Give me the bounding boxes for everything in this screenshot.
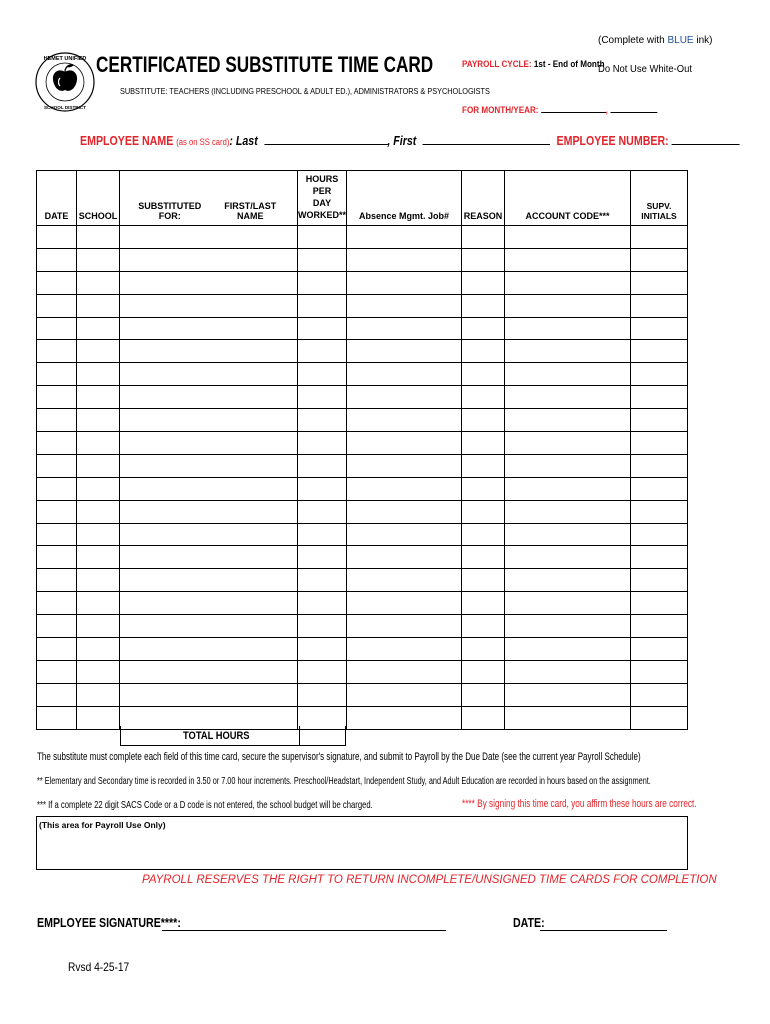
hours-cell[interactable] <box>298 477 347 500</box>
payroll-cycle-label: PAYROLL CYCLE: <box>462 59 532 69</box>
reason-cell[interactable] <box>462 454 505 477</box>
absence-job-cell[interactable] <box>347 454 462 477</box>
reason-cell[interactable] <box>462 477 505 500</box>
supv-initials-cell[interactable] <box>631 432 688 455</box>
absence-job-cell[interactable] <box>347 706 462 729</box>
account-code-cell[interactable] <box>505 638 631 661</box>
col-school: SCHOOL <box>77 171 120 226</box>
absence-job-cell[interactable] <box>347 226 462 249</box>
table-row <box>37 248 688 271</box>
school-cell[interactable] <box>77 454 120 477</box>
account-code-cell[interactable] <box>505 454 631 477</box>
school-cell[interactable] <box>77 638 120 661</box>
payroll-cycle-value: 1st - End of Month <box>533 59 605 69</box>
hours-cell[interactable] <box>298 454 347 477</box>
absence-job-cell[interactable] <box>347 386 462 409</box>
school-cell[interactable] <box>77 340 120 363</box>
school-cell[interactable] <box>77 706 120 729</box>
hours-cell[interactable] <box>298 340 347 363</box>
substituted-for-cell[interactable] <box>120 340 298 363</box>
supv-initials-cell[interactable] <box>631 569 688 592</box>
reason-cell[interactable] <box>462 546 505 569</box>
col-date: DATE <box>37 171 77 226</box>
table-row <box>37 592 688 615</box>
date-cell[interactable] <box>37 523 77 546</box>
hours-cell[interactable] <box>298 271 347 294</box>
absence-job-cell[interactable] <box>347 317 462 340</box>
supv-initials-cell[interactable] <box>631 500 688 523</box>
account-code-cell[interactable] <box>505 294 631 317</box>
account-code-cell[interactable] <box>505 363 631 386</box>
substituted-for-cell[interactable] <box>120 546 298 569</box>
substituted-for-cell[interactable] <box>120 248 298 271</box>
account-code-cell[interactable] <box>505 546 631 569</box>
substituted-for-cell[interactable] <box>120 294 298 317</box>
date-cell[interactable] <box>37 683 77 706</box>
payroll-cycle <box>462 59 605 69</box>
reason-cell[interactable] <box>462 432 505 455</box>
reason-cell[interactable] <box>462 500 505 523</box>
school-cell[interactable] <box>77 592 120 615</box>
account-code-cell[interactable] <box>505 706 631 729</box>
hours-cell[interactable] <box>298 409 347 432</box>
month-field[interactable] <box>541 101 606 113</box>
account-code-cell[interactable] <box>505 477 631 500</box>
substituted-for-cell[interactable] <box>120 615 298 638</box>
revision-note: Rvsd 4-25-17 <box>68 960 130 974</box>
col-first-last-name: FIRST/LAST NAME <box>224 201 277 221</box>
reason-cell[interactable] <box>462 615 505 638</box>
table-row <box>37 432 688 455</box>
supv-initials-cell[interactable] <box>631 226 688 249</box>
district-logo <box>34 34 96 130</box>
table-row <box>37 660 688 683</box>
supv-initials-cell[interactable] <box>631 363 688 386</box>
payroll-use-label: (This area for Payroll Use Only) <box>39 820 166 830</box>
total-hours-label: TOTAL HOURS <box>183 730 250 742</box>
hours-cell[interactable] <box>298 592 347 615</box>
employee-line <box>80 133 740 148</box>
substituted-for-cell[interactable] <box>120 432 298 455</box>
school-cell[interactable] <box>77 317 120 340</box>
supv-initials-cell[interactable] <box>631 340 688 363</box>
table-row <box>37 546 688 569</box>
col-absence-job: Absence Mgmt. Job# <box>347 171 462 226</box>
hours-cell[interactable] <box>298 660 347 683</box>
reason-cell[interactable] <box>462 271 505 294</box>
whiteout-note: Do Not Use White-Out <box>598 63 693 75</box>
date-cell[interactable] <box>37 706 77 729</box>
col-hours: HOURS PER DAY WORKED** <box>298 171 347 226</box>
payroll-use-box[interactable] <box>36 816 688 870</box>
reason-cell[interactable] <box>462 340 505 363</box>
school-cell[interactable] <box>77 432 120 455</box>
hours-cell[interactable] <box>298 317 347 340</box>
date-cell[interactable] <box>37 569 77 592</box>
substituted-for-cell[interactable] <box>120 226 298 249</box>
reason-cell[interactable] <box>462 569 505 592</box>
table-row <box>37 409 688 432</box>
absence-job-cell[interactable] <box>347 248 462 271</box>
col-supv-initials: SUPV. INITIALS <box>631 171 688 226</box>
hours-cell[interactable] <box>298 500 347 523</box>
employee-name-sub: (as on SS card) <box>176 137 230 147</box>
supv-initials-cell[interactable] <box>631 409 688 432</box>
total-hours-row <box>120 726 346 746</box>
supv-initials-cell[interactable] <box>631 477 688 500</box>
date-cell[interactable] <box>37 363 77 386</box>
account-code-cell[interactable] <box>505 569 631 592</box>
first-name-field[interactable] <box>423 133 551 145</box>
date-cell[interactable] <box>37 615 77 638</box>
substituted-for-cell[interactable] <box>120 683 298 706</box>
absence-job-cell[interactable] <box>347 546 462 569</box>
page-title: CERTIFICATED SUBSTITUTE TIME CARD <box>96 52 434 77</box>
table-row <box>37 615 688 638</box>
col-substituted-for <box>120 171 298 226</box>
absence-job-cell[interactable] <box>347 660 462 683</box>
account-code-cell[interactable] <box>505 386 631 409</box>
supv-initials-cell[interactable] <box>631 706 688 729</box>
account-code-cell[interactable] <box>505 592 631 615</box>
hours-cell[interactable] <box>298 294 347 317</box>
date-cell[interactable] <box>37 592 77 615</box>
absence-job-cell[interactable] <box>347 432 462 455</box>
logo-text-bottom: SCHOOL DISTRICT <box>43 105 87 110</box>
table-row <box>37 477 688 500</box>
substituted-for-cell[interactable] <box>120 660 298 683</box>
col-account-code: ACCOUNT CODE*** <box>505 171 631 226</box>
substituted-for-cell[interactable] <box>120 500 298 523</box>
reason-cell[interactable] <box>462 226 505 249</box>
table-row <box>37 569 688 592</box>
absence-job-cell[interactable] <box>347 477 462 500</box>
first-label: , First <box>387 134 417 148</box>
absence-job-cell[interactable] <box>347 523 462 546</box>
table-row <box>37 523 688 546</box>
date-cell[interactable] <box>37 386 77 409</box>
account-code-cell[interactable] <box>505 660 631 683</box>
reason-cell[interactable] <box>462 638 505 661</box>
last-label: : Last <box>229 134 258 148</box>
note-instructions: The substitute must complete each field of this time card, secure the supervisor's signature, and submit to Payroll by the Due Date (see the current year Payroll Schedule) <box>37 751 641 763</box>
reason-cell[interactable] <box>462 409 505 432</box>
account-code-cell[interactable] <box>505 248 631 271</box>
school-cell[interactable] <box>77 363 120 386</box>
absence-job-cell[interactable] <box>347 500 462 523</box>
substituted-for-cell[interactable] <box>120 638 298 661</box>
substituted-for-cell[interactable] <box>120 523 298 546</box>
substituted-for-cell[interactable] <box>120 454 298 477</box>
table-row <box>37 454 688 477</box>
reason-cell[interactable] <box>462 386 505 409</box>
table-row <box>37 363 688 386</box>
supv-initials-cell[interactable] <box>631 683 688 706</box>
substituted-for-cell[interactable] <box>120 386 298 409</box>
account-code-cell[interactable] <box>505 432 631 455</box>
hours-cell[interactable] <box>298 432 347 455</box>
absence-job-cell[interactable] <box>347 592 462 615</box>
date-cell[interactable] <box>37 500 77 523</box>
reason-cell[interactable] <box>462 592 505 615</box>
hours-cell[interactable] <box>298 226 347 249</box>
note-affirm: **** By signing this time card, you affirm these hours are correct. <box>462 798 697 810</box>
school-cell[interactable] <box>77 386 120 409</box>
school-cell[interactable] <box>77 477 120 500</box>
month-year: FOR MONTH/YEAR: , <box>462 101 657 115</box>
date-cell[interactable] <box>37 271 77 294</box>
hours-cell[interactable] <box>298 386 347 409</box>
date-cell[interactable] <box>37 317 77 340</box>
substituted-for-cell[interactable] <box>120 363 298 386</box>
school-cell[interactable] <box>77 500 120 523</box>
account-code-cell[interactable] <box>505 409 631 432</box>
date-cell[interactable] <box>37 432 77 455</box>
reason-cell[interactable] <box>462 706 505 729</box>
date-cell[interactable] <box>37 638 77 661</box>
hours-cell[interactable] <box>298 546 347 569</box>
date-cell[interactable] <box>37 660 77 683</box>
substituted-for-cell[interactable] <box>120 592 298 615</box>
employee-number-label: EMPLOYEE NUMBER: <box>556 134 669 148</box>
date-cell[interactable] <box>37 226 77 249</box>
reason-cell[interactable] <box>462 660 505 683</box>
table-row <box>37 638 688 661</box>
absence-job-cell[interactable] <box>347 683 462 706</box>
supv-initials-cell[interactable] <box>631 660 688 683</box>
table-row <box>37 317 688 340</box>
school-cell[interactable] <box>77 546 120 569</box>
supv-initials-cell[interactable] <box>631 592 688 615</box>
date-field[interactable] <box>540 930 667 931</box>
time-entry-table <box>36 170 688 730</box>
table-row <box>37 294 688 317</box>
school-cell[interactable] <box>77 660 120 683</box>
date-cell[interactable] <box>37 409 77 432</box>
ink-note: (Complete with BLUE ink) <box>598 35 713 46</box>
col-substituted-for-label: SUBSTITUTED FOR: <box>138 201 202 221</box>
account-code-cell[interactable] <box>505 226 631 249</box>
col-reason: REASON <box>462 171 505 226</box>
date-cell[interactable] <box>37 454 77 477</box>
account-code-cell[interactable] <box>505 317 631 340</box>
school-cell[interactable] <box>77 523 120 546</box>
absence-job-cell[interactable] <box>347 294 462 317</box>
date-cell[interactable] <box>37 294 77 317</box>
table-row <box>37 386 688 409</box>
hours-cell[interactable] <box>298 248 347 271</box>
absence-job-cell[interactable] <box>347 340 462 363</box>
supv-initials-cell[interactable] <box>631 386 688 409</box>
supv-initials-cell[interactable] <box>631 248 688 271</box>
supv-initials-cell[interactable] <box>631 271 688 294</box>
date-cell[interactable] <box>37 477 77 500</box>
reason-cell[interactable] <box>462 363 505 386</box>
absence-job-cell[interactable] <box>347 271 462 294</box>
school-cell[interactable] <box>77 271 120 294</box>
hours-cell[interactable] <box>298 363 347 386</box>
date-cell[interactable] <box>37 340 77 363</box>
table-row <box>37 683 688 706</box>
reason-cell[interactable] <box>462 248 505 271</box>
hours-cell[interactable] <box>298 523 347 546</box>
employee-number-field[interactable] <box>672 133 740 145</box>
account-code-cell[interactable] <box>505 340 631 363</box>
table-row <box>37 340 688 363</box>
table-row <box>37 271 688 294</box>
school-cell[interactable] <box>77 615 120 638</box>
account-code-cell[interactable] <box>505 683 631 706</box>
substituted-for-cell[interactable] <box>120 317 298 340</box>
hours-cell[interactable] <box>298 569 347 592</box>
supv-initials-cell[interactable] <box>631 546 688 569</box>
substituted-for-cell[interactable] <box>120 271 298 294</box>
date-label: DATE: <box>513 916 545 930</box>
supv-initials-cell[interactable] <box>631 523 688 546</box>
account-code-cell[interactable] <box>505 500 631 523</box>
reason-cell[interactable] <box>462 683 505 706</box>
hours-cell[interactable] <box>298 683 347 706</box>
last-name-field[interactable] <box>264 133 387 145</box>
school-cell[interactable] <box>77 294 120 317</box>
signature-label: EMPLOYEE SIGNATURE****: <box>37 916 181 930</box>
year-field[interactable] <box>610 101 657 113</box>
school-cell[interactable] <box>77 569 120 592</box>
absence-job-cell[interactable] <box>347 409 462 432</box>
date-cell[interactable] <box>37 546 77 569</box>
date-cell[interactable] <box>37 248 77 271</box>
absence-job-cell[interactable] <box>347 363 462 386</box>
supv-initials-cell[interactable] <box>631 317 688 340</box>
table-row <box>37 226 688 249</box>
absence-job-cell[interactable] <box>347 615 462 638</box>
supv-initials-cell[interactable] <box>631 638 688 661</box>
note-increments: ** Elementary and Secondary time is recorded in 3.50 or 7.00 hour increments. Preschool/Headstart, Independent Study, and Adult Education are recorded in hours based on the assignment. <box>37 776 651 787</box>
table-row <box>37 500 688 523</box>
substituted-for-cell[interactable] <box>120 409 298 432</box>
reason-cell[interactable] <box>462 294 505 317</box>
month-year-label: FOR MONTH/YEAR: <box>462 105 539 115</box>
total-hours-field[interactable] <box>299 726 347 745</box>
supv-initials-cell[interactable] <box>631 615 688 638</box>
reason-cell[interactable] <box>462 523 505 546</box>
signature-field[interactable] <box>162 930 446 931</box>
logo-text-top: HEMET UNIFIED <box>43 56 87 62</box>
absence-job-cell[interactable] <box>347 638 462 661</box>
account-code-cell[interactable] <box>505 523 631 546</box>
school-cell[interactable] <box>77 409 120 432</box>
school-cell[interactable] <box>77 248 120 271</box>
employee-name-label: EMPLOYEE NAME <box>80 134 174 148</box>
absence-job-cell[interactable] <box>347 569 462 592</box>
supv-initials-cell[interactable] <box>631 454 688 477</box>
subtitle: SUBSTITUTE: TEACHERS (INCLUDING PRESCHOOL & ADULT ED.), ADMINISTRATORS & PSYCHOLOGISTS <box>120 86 490 96</box>
account-code-cell[interactable] <box>505 271 631 294</box>
reason-cell[interactable] <box>462 317 505 340</box>
substituted-for-cell[interactable] <box>120 477 298 500</box>
note-sacs-code: *** If a complete 22 digit SACS Code or a D code is not entered, the school budget will be charged. <box>37 799 373 811</box>
school-cell[interactable] <box>77 683 120 706</box>
substituted-for-cell[interactable] <box>120 569 298 592</box>
supv-initials-cell[interactable] <box>631 294 688 317</box>
hours-cell[interactable] <box>298 638 347 661</box>
account-code-cell[interactable] <box>505 615 631 638</box>
school-cell[interactable] <box>77 226 120 249</box>
reserve-note: PAYROLL RESERVES THE RIGHT TO RETURN INCOMPLETE/UNSIGNED TIME CARDS FOR COMPLETION <box>142 874 717 886</box>
hours-cell[interactable] <box>298 615 347 638</box>
